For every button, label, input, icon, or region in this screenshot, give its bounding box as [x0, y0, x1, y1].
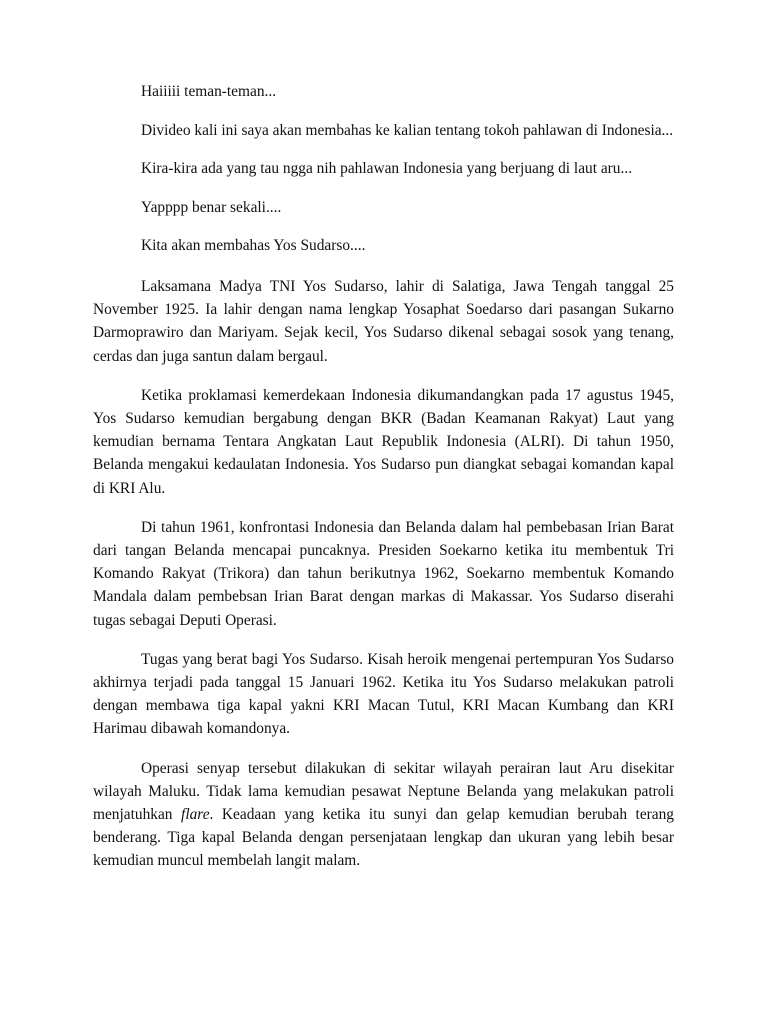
paragraph-biography: Laksamana Madya TNI Yos Sudarso, lahir di Salatiga, Jawa Tengah tanggal 25 November 1925. Ia lahir dengan nama lengkap Yosaphat Soedarso dari pasangan Sukarno Darmoprawiro dan Mariyam. Sejak kecil, Yos Sudarso dikenal sebagai sosok yang tenang, cerdas dan juga santun dalam bergaul.	[93, 277, 674, 365]
document-body	[93, 82, 674, 889]
intro-line-subject: Kita akan membahas Yos Sudarso....	[141, 237, 366, 255]
paragraph-irian-barat: Di tahun 1961, konfrontasi Indonesia dan Belanda dalam hal pembebasan Irian Barat dari tangan Belanda mencapai puncaknya. Presiden Soekarno ketika itu membentuk Tri Komando Rakyat (Trikora) dan tahun berikutnya 1962, Soekarno membentuk Komando Mandala dalam pembebsan Irian Barat dengan markas di Makassar. Yos Sudarso diserahi tugas sebagai Deputi Operasi.	[93, 518, 674, 629]
paragraph-operation	[93, 757, 674, 873]
paragraph-proclamation: Ketika proklamasi kemerdekaan Indonesia dikumandangkan pada 17 agustus 1945, Yos Sudarso kemudian bergabung dengan BKR (Badan Keamanan Rakyat) Laut yang kemudian bernama Tentara Angkatan Laut Republik Indonesia (ALRI). Di tahun 1950, Belanda mengakui kedaulatan Indonesia. Yos Sudarso pun diangkat sebagai komandan kapal di KRI Alu.	[93, 386, 674, 497]
intro-line-greeting: Haiiiii teman-teman...	[141, 83, 277, 100]
paragraph-operation-italic-word: flare	[181, 806, 210, 824]
intro-lines	[93, 82, 674, 256]
paragraph-operation-text-before: Operasi senyap tersebut dilakukan di sekitar wilayah perairan laut Aru disekitar wilayah Maluku. Tidak lama kemudian pesawat Neptune Belanda yang melakukan patroli menjatuhkan	[93, 759, 674, 824]
intro-line-answer: Yapppp benar sekali....	[141, 198, 282, 216]
intro-line-question: Kira-kira ada yang tau ngga nih pahlawan Indonesia yang berjuang di laut aru...	[141, 160, 633, 178]
paragraph-battle: Tugas yang berat bagi Yos Sudarso. Kisah heroik mengenai pertempuran Yos Sudarso akhirnya terjadi pada tanggal 15 Januari 1962. Ketika itu Yos Sudarso melakukan patroli dengan membawa tiga kapal yakni KRI Macan Tutul, KRI Macan Kumbang dan KRI Harimau dibawah komandonya.	[93, 650, 674, 738]
intro-line-topic: Divideo kali ini saya akan membahas ke kalian tentang tokoh pahlawan di Indonesia...	[141, 121, 674, 139]
paragraph-operation-text-after: . Keadaan yang ketika itu sunyi dan gelap kemudian berubah terang benderang. Tiga kapal Belanda dengan persenjataan lengkap dan ukuran yang lebih besar kemudian muncul membelah langit malam.	[93, 806, 675, 870]
